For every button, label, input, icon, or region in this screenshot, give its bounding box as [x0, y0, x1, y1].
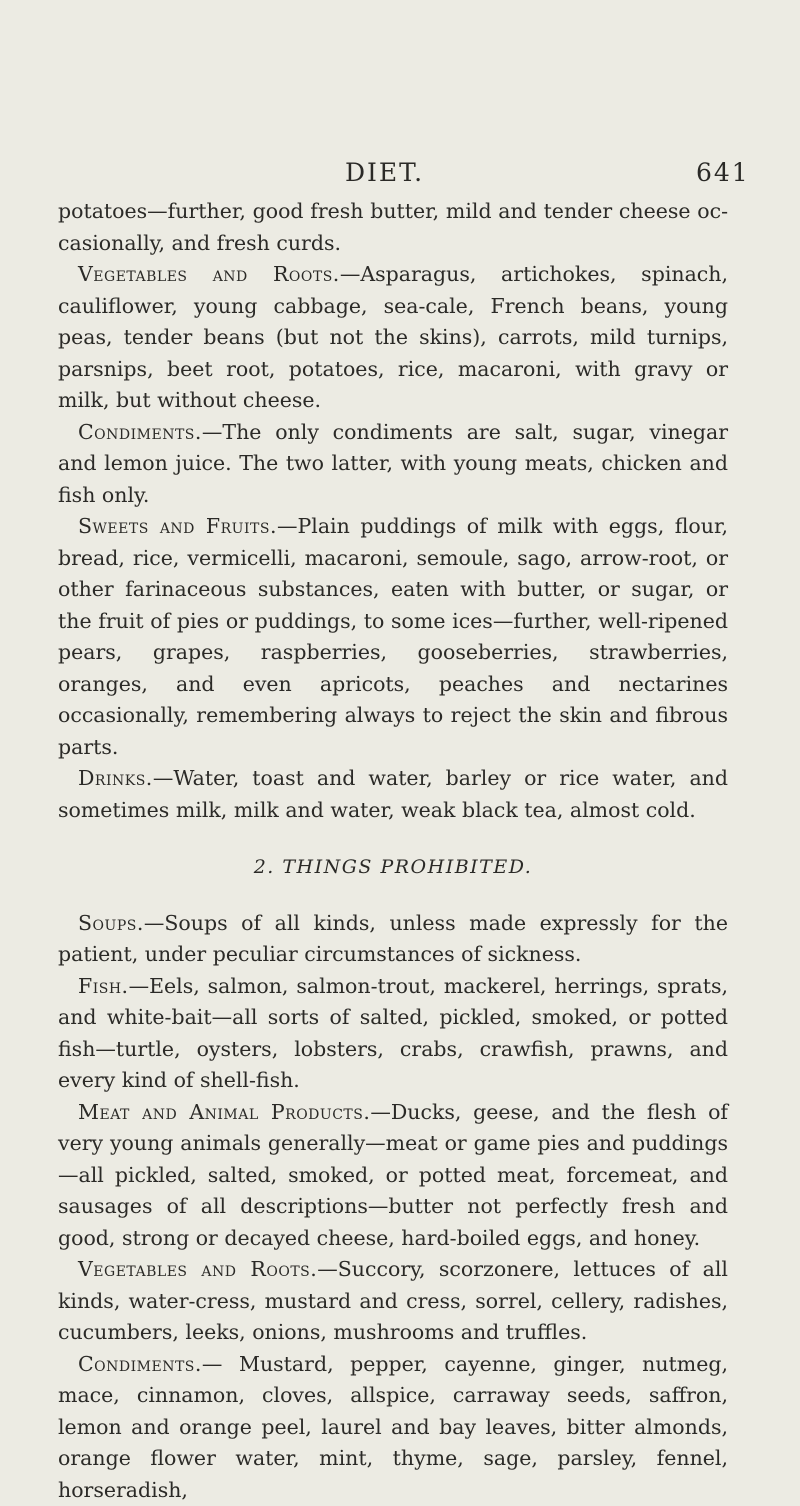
page-body [58, 196, 728, 1506]
running-title: DIET. [345, 158, 424, 187]
paragraph-lead: Drinks. [78, 766, 153, 790]
paragraph-continuation [58, 196, 728, 259]
paragraph-text: —Soups of all kinds, unless made expressly for the patient, under peculiar circumstances of sickness. [58, 911, 728, 967]
paragraph-lead: Sweets and Fruits. [78, 514, 277, 538]
paragraph-text: —Succory, scorzonere, lettuces of all kinds, water-cress, mustard and cress, sorrel, cellery, radishes, cucumbers, leeks, onions, mushrooms and truffles. [58, 1257, 728, 1344]
paragraph-text: potatoes—further, good fresh butter, mild and tender cheese occasionally, and fresh curds. [58, 199, 728, 255]
paragraph-lead: Meat and Animal Products. [78, 1100, 370, 1124]
paragraph-lead: Fish. [78, 974, 129, 998]
section-heading: 2. THINGS PROHIBITED. [58, 852, 728, 884]
paragraph-drinks [58, 763, 728, 826]
paragraph-text: —Eels, salmon, salmon-trout, mackerel, herrings, sprats, and white-bait—all sorts of salted, pickled, smoked, or potted fish—turtle, oysters, lobsters, crabs, crawfish, prawns, and every kind of shell-fish. [58, 974, 728, 1093]
paragraph-condiments-allowed [58, 417, 728, 512]
paragraph-text: —Plain puddings of milk with eggs, flour, bread, rice, vermicelli, macaroni, semoule, sago, arrow-root, or other farinaceous substances, eaten with butter, or sugar, or the fruit of pies or puddings, to some ices—further, well-ripened pears, grapes, raspberries, gooseberries, strawberries, oranges, and even apricots, peaches and nectarines occasionally, remembering always to reject the skin and fibrous parts. [58, 514, 728, 759]
page-header [0, 158, 800, 192]
paragraph-lead: Vegetables and Roots. [78, 1257, 317, 1281]
paragraph-vegetables-prohibited [58, 1254, 728, 1349]
paragraph-text: —Water, toast and water, barley or rice water, and sometimes milk, milk and water, weak black tea, almost cold. [58, 766, 728, 822]
paragraph-fish [58, 971, 728, 1097]
paragraph-meat [58, 1097, 728, 1255]
paragraph-sweets-fruits [58, 511, 728, 763]
paragraph-text: —Asparagus, artichokes, spinach, cauliflower, young cabbage, sea-cale, French beans, young peas, tender beans (but not the skins), carrots, mild turnips, parsnips, beet root, potatoes, rice, macaroni, with gravy or milk, but without cheese. [58, 262, 728, 412]
paragraph-soups [58, 908, 728, 971]
paragraph-lead: Condiments. [78, 1352, 202, 1376]
paragraph-lead: Condiments. [78, 420, 202, 444]
page-number: 641 [696, 158, 750, 187]
paragraph-condiments-prohibited [58, 1349, 728, 1506]
paragraph-vegetables-allowed [58, 259, 728, 417]
paragraph-lead: Soups. [78, 911, 144, 935]
paragraph-text: — Mustard, pepper, cayenne, ginger, nutmeg, mace, cinnamon, cloves, allspice, carraway seeds, saffron, lemon and orange peel, laurel and bay leaves, bitter almonds, orange flower water, mint, thyme, sage, parsley, fennel, horseradish, [58, 1352, 728, 1502]
paragraph-text: —Ducks, geese, and the flesh of very young animals generally—meat or game pies and puddings—all pickled, salted, smoked, or potted meat, forcemeat, and sausages of all descriptions—butter not perfectly fresh and good, strong or decayed cheese, hard-boiled eggs, and honey. [58, 1100, 728, 1250]
paragraph-lead: Vegetables and Roots. [78, 262, 340, 286]
paragraph-text: —The only condiments are salt, sugar, vinegar and lemon juice. The two latter, with young meats, chicken and fish only. [58, 420, 728, 507]
